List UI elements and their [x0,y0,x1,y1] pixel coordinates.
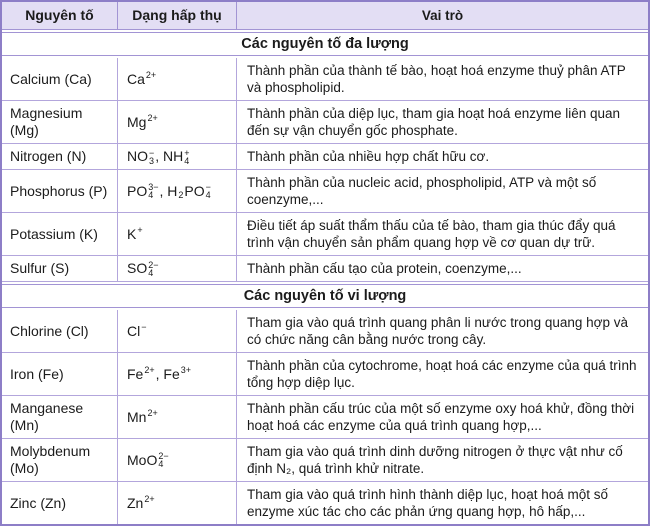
table-row [2,396,648,439]
element-cell: Magnesium (Mg) [2,101,118,143]
ion-charge-index: 2+ [147,408,158,418]
ion-base: Ca [127,70,145,87]
ion-base: Fe [163,365,180,382]
ion-charge-index: 2− 4 [158,451,169,469]
table-row [2,482,648,524]
role-cell: Tham gia vào quá trình quang phân li nước trong quang hợp và có chức năng cân bằng nước trong cây. [247,315,628,347]
element-cell: Manganese (Mn) [2,396,118,438]
ion-charge-index: − 4 [205,182,211,200]
ion-charge-index: 2+ [144,494,155,504]
ion-base: Zn [127,494,144,511]
ion-base: MoO [127,451,158,468]
absorbed-form-cell [118,213,237,255]
absorbed-form-cell [118,439,237,481]
table-row [2,439,648,482]
absorbed-form-cell [118,353,237,395]
ion-charge-index: 2+ [147,113,158,123]
role-cell: Thành phần cấu trúc của một số enzyme oxy hoá khử, đồng thời hoạt hoá các enzyme của quá trình quang hợp,... [247,401,635,433]
element-cell: Molybdenum (Mo) [2,439,118,481]
role-cell: Thành phần của nucleic acid, phospholipid, ATP và một số coenzyme,... [247,175,597,207]
ion-separator: , [155,148,164,164]
ion-charge-index: 2+ [145,70,157,80]
table-row [2,256,648,282]
ion-base: Fe [127,365,144,382]
element-cell: Phosphorus (P) [2,170,118,212]
absorbed-form-cell [118,310,237,352]
role-cell: Điều tiết áp suất thẩm thấu của tế bào, tham gia thúc đẩy quá trình vận chuyển sản phẩm quang hợp về cơ quan dự trữ. [247,218,616,250]
role-cell: Tham gia vào quá trình dinh dưỡng nitrogen ở thực vật như cố định N₂, quá trình khử nitrate. [247,444,623,476]
role-cell: Thành phần của nhiều hợp chất hữu cơ. [247,149,490,164]
ion-charge-index: − [141,322,147,332]
element-cell: Chlorine (Cl) [2,310,118,352]
ion-base: Mg [127,113,147,130]
role-cell: Thành phần của diệp lục, tham gia hoạt hoá enzyme liên quan đến sự vận chuyển gốc phosphate. [247,106,621,138]
absorbed-form-cell [118,396,237,438]
ion-charge-index: 2− 4 [148,259,159,278]
table-row [2,353,648,396]
role-cell: Thành phần cấu tạo của protein, coenzyme,... [247,261,522,276]
table-row [2,213,648,256]
table-row [2,144,648,170]
role-cell: Tham gia vào quá trình hình thành diệp lục, hoạt hoá một số enzyme xúc tác cho các phản ứng quang hợp, hô hấp,... [247,487,608,519]
ion-base: PO [127,182,148,199]
table-row [2,58,648,101]
role-cell: Thành phần của thành tế bào, hoạt hoá enzyme thuỷ phân ATP và phospholipid. [247,63,626,95]
ion-base: H [167,182,178,199]
ion-charge-index: 3− 4 [148,182,159,200]
absorbed-form-cell [118,256,237,281]
section-title: Các nguyên tố đa lượng [2,32,648,56]
ion-charge-index: + 4 [184,147,190,166]
element-cell: Potassium (K) [2,213,118,255]
absorbed-form-cell [118,170,237,212]
ion-base: Mn [127,408,147,425]
ion-base: NH [163,148,184,164]
ion-base: NO [127,148,148,164]
absorbed-form-cell [118,58,237,100]
element-cell: Calcium (Ca) [2,58,118,100]
column-header-role: Vai trò [421,8,464,23]
role-cell: Thành phần của cytochrome, hoạt hoá các enzyme của quá trình tổng hợp diệp lục. [247,358,637,390]
table-row [2,101,648,144]
element-cell: Iron (Fe) [2,353,118,395]
element-cell: Zinc (Zn) [2,482,118,524]
ion-charge-index: 2 [178,190,184,200]
absorbed-form-cell [118,144,237,169]
ion-base: K [127,225,137,242]
ion-base: PO [184,182,205,199]
element-cell: Nitrogen (N) [2,144,118,169]
column-header-element: Nguyên tố [2,2,118,29]
ion-charge-index: 2+ [144,365,155,375]
ion-base: SO [127,260,148,276]
absorbed-form-cell [118,101,237,143]
ion-charge-index: − 3 [149,147,155,166]
element-cell: Sulfur (S) [2,256,118,281]
ion-separator: , [155,365,164,382]
table-row [2,310,648,353]
ion-charge-index: + [137,225,143,235]
table-header-row [2,2,648,30]
column-header-absorbed-form: Dạng hấp thụ [118,2,237,29]
table-row [2,170,648,213]
section-title: Các nguyên tố vi lượng [2,284,648,308]
absorbed-form-cell [118,482,237,524]
ion-charge-index: 3+ [180,365,191,375]
ion-base: Cl [127,322,141,339]
ion-separator: , [159,182,168,199]
